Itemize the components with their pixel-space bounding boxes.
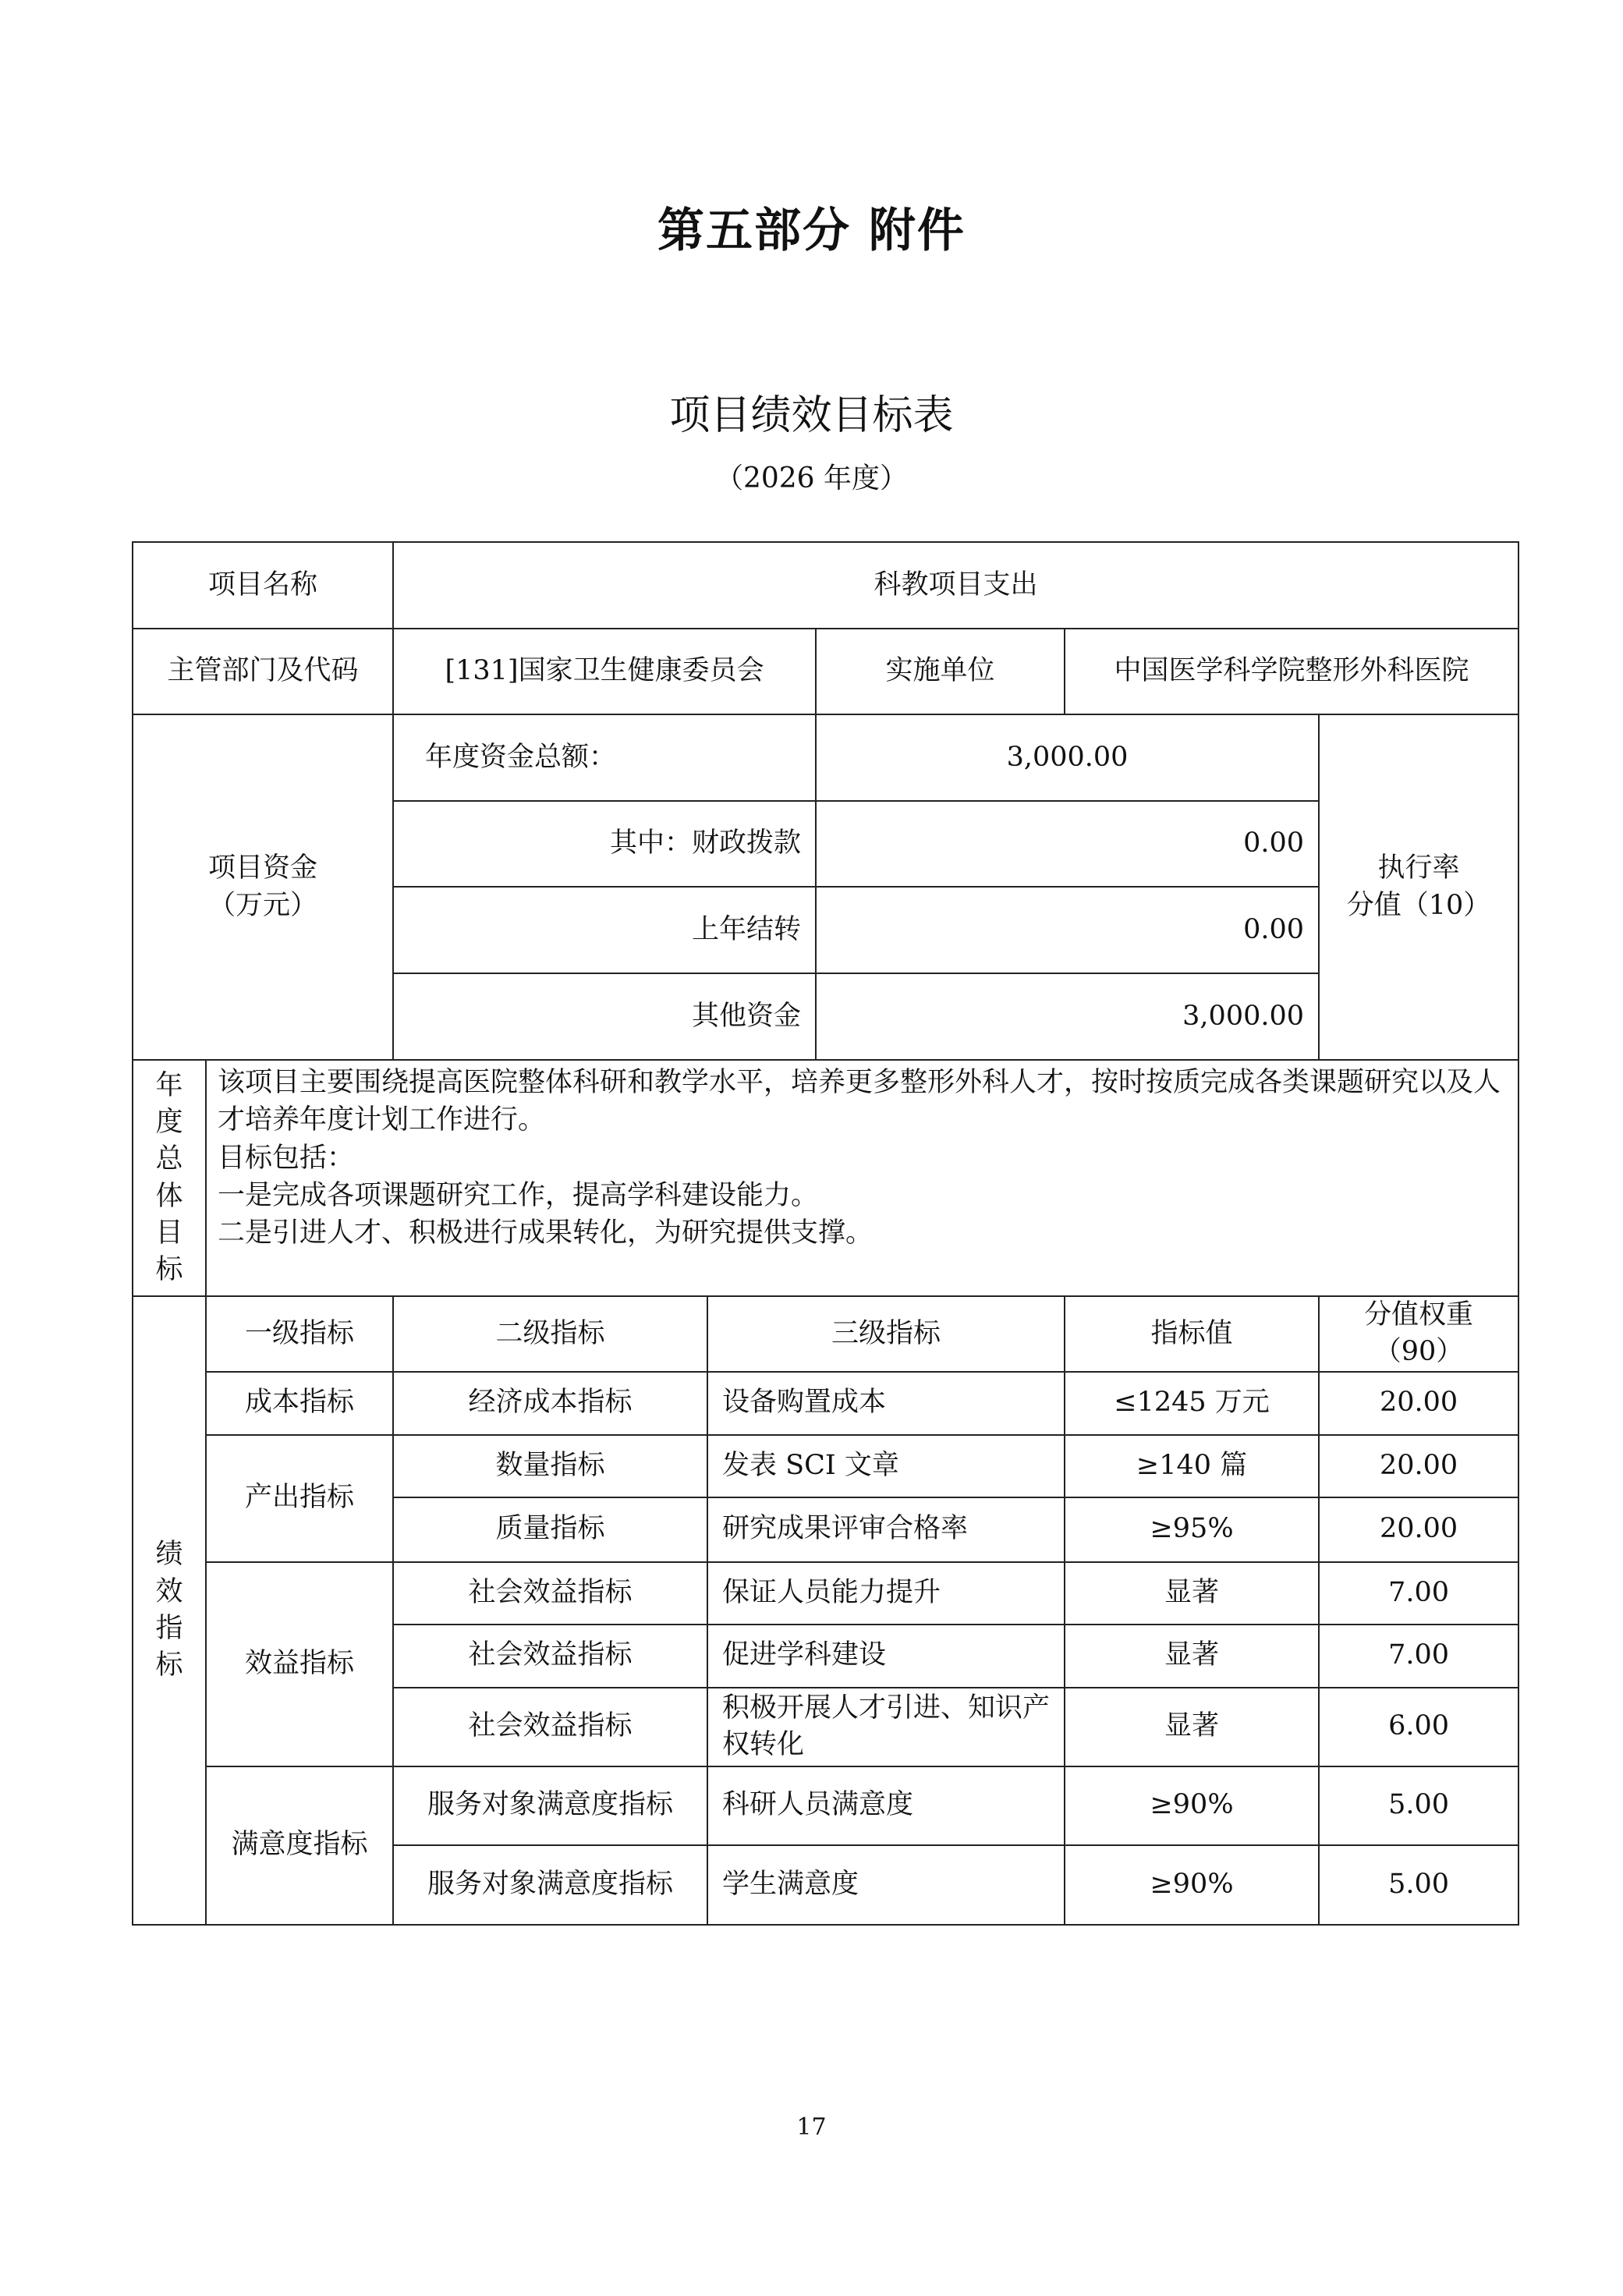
- dept-value: [131]国家卫生健康委员会: [393, 629, 816, 714]
- indicator-level2: 质量指标: [393, 1497, 707, 1562]
- goal-line: 该项目主要围绕提高医院整体科研和教学水平，培养更多整形外科人才，按时按质完成各类课题研究以及人才培养年度计划工作进行。: [218, 1067, 1501, 1136]
- funds-label: [133, 714, 393, 1060]
- dept-label: 主管部门及代码: [133, 629, 393, 714]
- indicator-weight: 20.00: [1319, 1372, 1518, 1435]
- indicator-value: 显著: [1065, 1625, 1319, 1688]
- indicator-level2: 社会效益指标: [393, 1688, 707, 1766]
- indicator-level2: 服务对象满意度指标: [393, 1766, 707, 1845]
- project-name-label: 项目名称: [133, 542, 393, 629]
- label-char: 总: [155, 1143, 183, 1175]
- header-level1: 一级指标: [206, 1296, 393, 1372]
- indicator-weight: 20.00: [1319, 1497, 1518, 1562]
- indicator-value: ≥95%: [1065, 1497, 1319, 1562]
- indicator-level3: 研究成果评审合格率: [707, 1497, 1065, 1562]
- indicator-weight: 5.00: [1319, 1845, 1518, 1925]
- indicator-value: ≥90%: [1065, 1845, 1319, 1925]
- header-level2: 二级指标: [393, 1296, 707, 1372]
- header-weight-line1: 分值权重: [1364, 1299, 1474, 1330]
- table-title: 项目绩效目标表: [669, 392, 954, 439]
- execution-rate: [1319, 714, 1518, 1060]
- label-char: 体: [155, 1180, 183, 1212]
- page-number: 17: [796, 2114, 827, 2141]
- goal-line: 二是引进人才、积极进行成果转化，为研究提供支撑。: [218, 1217, 874, 1249]
- indicator-weight: 5.00: [1319, 1766, 1518, 1845]
- funds-label-line1: 项目资金: [208, 852, 318, 884]
- label-char: 效: [155, 1575, 183, 1607]
- indicator-level2: 数量指标: [393, 1435, 707, 1497]
- header-level3: 三级指标: [707, 1296, 1065, 1372]
- label-char: 绩: [155, 1539, 183, 1571]
- label-char: 标: [155, 1254, 183, 1285]
- indicator-value: ≥90%: [1065, 1766, 1319, 1845]
- unit-label: 实施单位: [816, 629, 1065, 714]
- indicator-value: 显著: [1065, 1688, 1319, 1766]
- indicator-level3: 保证人员能力提升: [707, 1562, 1065, 1625]
- indicator-level1: 满意度指标: [206, 1766, 393, 1925]
- indicator-weight: 7.00: [1319, 1562, 1518, 1625]
- label-char: 年: [155, 1069, 183, 1101]
- indicator-level3: 学生满意度: [707, 1845, 1065, 1925]
- execution-rate-line2: 分值（10）: [1346, 889, 1491, 921]
- indicator-level3: 科研人员满意度: [707, 1766, 1065, 1845]
- table-row: [133, 629, 1518, 714]
- project-name-value: 科教项目支出: [393, 542, 1518, 629]
- indicator-level3: 发表 SCI 文章: [707, 1435, 1065, 1497]
- indicator-level1: 产出指标: [206, 1435, 393, 1562]
- indicator-value: ≤1245 万元: [1065, 1372, 1319, 1435]
- indicator-level3: 设备购置成本: [707, 1372, 1065, 1435]
- carryover-label: 上年结转: [393, 887, 816, 973]
- indicators-label: [133, 1296, 206, 1925]
- table-row: [133, 542, 1518, 629]
- indicator-row: [133, 1562, 1518, 1625]
- indicator-level2: 经济成本指标: [393, 1372, 707, 1435]
- annual-goal-label: [133, 1060, 206, 1296]
- carryover-value: 0.00: [816, 887, 1319, 973]
- indicator-weight: 6.00: [1319, 1688, 1518, 1766]
- indicator-header-row: [133, 1296, 1518, 1372]
- table-row: [133, 1060, 1518, 1296]
- indicator-level3: 促进学科建设: [707, 1625, 1065, 1688]
- indicator-level3: 积极开展人才引进、知识产权转化: [707, 1688, 1065, 1766]
- table-row: [133, 714, 1518, 801]
- performance-target-table: [132, 541, 1519, 1926]
- indicator-level2: 社会效益指标: [393, 1562, 707, 1625]
- indicator-value: 显著: [1065, 1562, 1319, 1625]
- indicator-row: [133, 1435, 1518, 1497]
- header-weight: [1319, 1296, 1518, 1372]
- indicator-row: [133, 1372, 1518, 1435]
- indicator-level1: 成本指标: [206, 1372, 393, 1435]
- goal-line: 一是完成各项课题研究工作，提高学科建设能力。: [218, 1179, 819, 1211]
- header-weight-line2: （90）: [1373, 1336, 1464, 1368]
- label-char: 指: [155, 1612, 183, 1644]
- indicator-level2: 服务对象满意度指标: [393, 1845, 707, 1925]
- indicator-value: ≥140 篇: [1065, 1435, 1319, 1497]
- year-subtitle: （2026 年度）: [714, 462, 909, 494]
- label-char: 度: [155, 1107, 183, 1138]
- label-char: 目: [155, 1217, 183, 1249]
- total-funds-value: 3,000.00: [816, 714, 1319, 801]
- other-funds-label: 其他资金: [393, 973, 816, 1060]
- indicator-row: [133, 1766, 1518, 1845]
- funds-label-line2: （万元）: [208, 889, 318, 921]
- indicator-weight: 7.00: [1319, 1625, 1518, 1688]
- indicator-level2: 社会效益指标: [393, 1625, 707, 1688]
- unit-value: 中国医学科学院整形外科医院: [1065, 629, 1518, 714]
- fiscal-funds-label: 其中：财政拨款: [393, 801, 816, 887]
- total-funds-label: 年度资金总额：: [393, 714, 816, 801]
- label-char: 标: [155, 1649, 183, 1681]
- other-funds-value: 3,000.00: [816, 973, 1319, 1060]
- part-title: 第五部分 附件: [657, 204, 966, 258]
- annual-goal-text: [206, 1060, 1518, 1296]
- fiscal-funds-value: 0.00: [816, 801, 1319, 887]
- indicator-weight: 20.00: [1319, 1435, 1518, 1497]
- indicator-level1: 效益指标: [206, 1562, 393, 1766]
- execution-rate-line1: 执行率: [1377, 852, 1460, 884]
- goal-line: 目标包括：: [218, 1142, 355, 1174]
- header-value: 指标值: [1065, 1296, 1319, 1372]
